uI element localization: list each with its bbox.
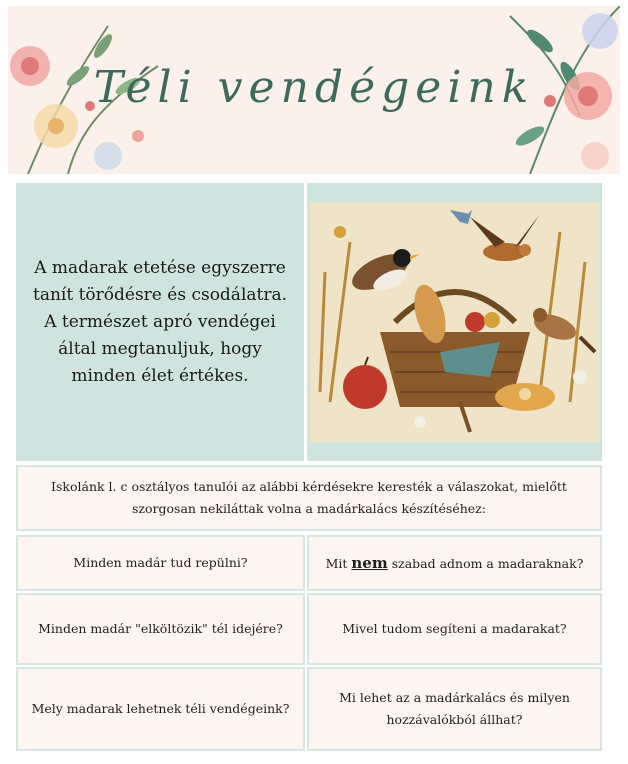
question-card: Minden madár tud repülni? xyxy=(16,535,305,591)
question-card xyxy=(307,535,602,591)
page-title: Téli vendégeink xyxy=(93,62,535,113)
header-banner xyxy=(8,6,620,174)
question-emphasis: nem xyxy=(351,553,388,572)
intro-text: A madarak etetése egyszerre tanít törődésre és csodálatra. A természet apró vendégei által megtanuljuk, hogy minden élet értékes. xyxy=(16,183,304,461)
question-card: Mi lehet az a madárkalács és milyen hozzávalókból állhat? xyxy=(307,667,602,751)
question-text-after: szabad adnom a madaraknak? xyxy=(387,555,584,571)
illustration-panel xyxy=(307,183,602,461)
intro-lead-text: Iskolánk l. c osztályos tanulói az alábbi kérdésekre keresték a válaszokat, mielőtt szorgosan nekiláttak volna a madárkalács készítéséhez: xyxy=(16,465,602,531)
question-text xyxy=(326,552,584,575)
birds-basket-illustration xyxy=(310,202,600,442)
question-card: Mely madarak lehetnek téli vendégeink? xyxy=(16,667,305,751)
question-text-before: Mit xyxy=(325,555,352,571)
question-card: Mivel tudom segíteni a madarakat? xyxy=(307,593,602,665)
question-card: Minden madár "elköltözik" tél idejére? xyxy=(16,593,305,665)
